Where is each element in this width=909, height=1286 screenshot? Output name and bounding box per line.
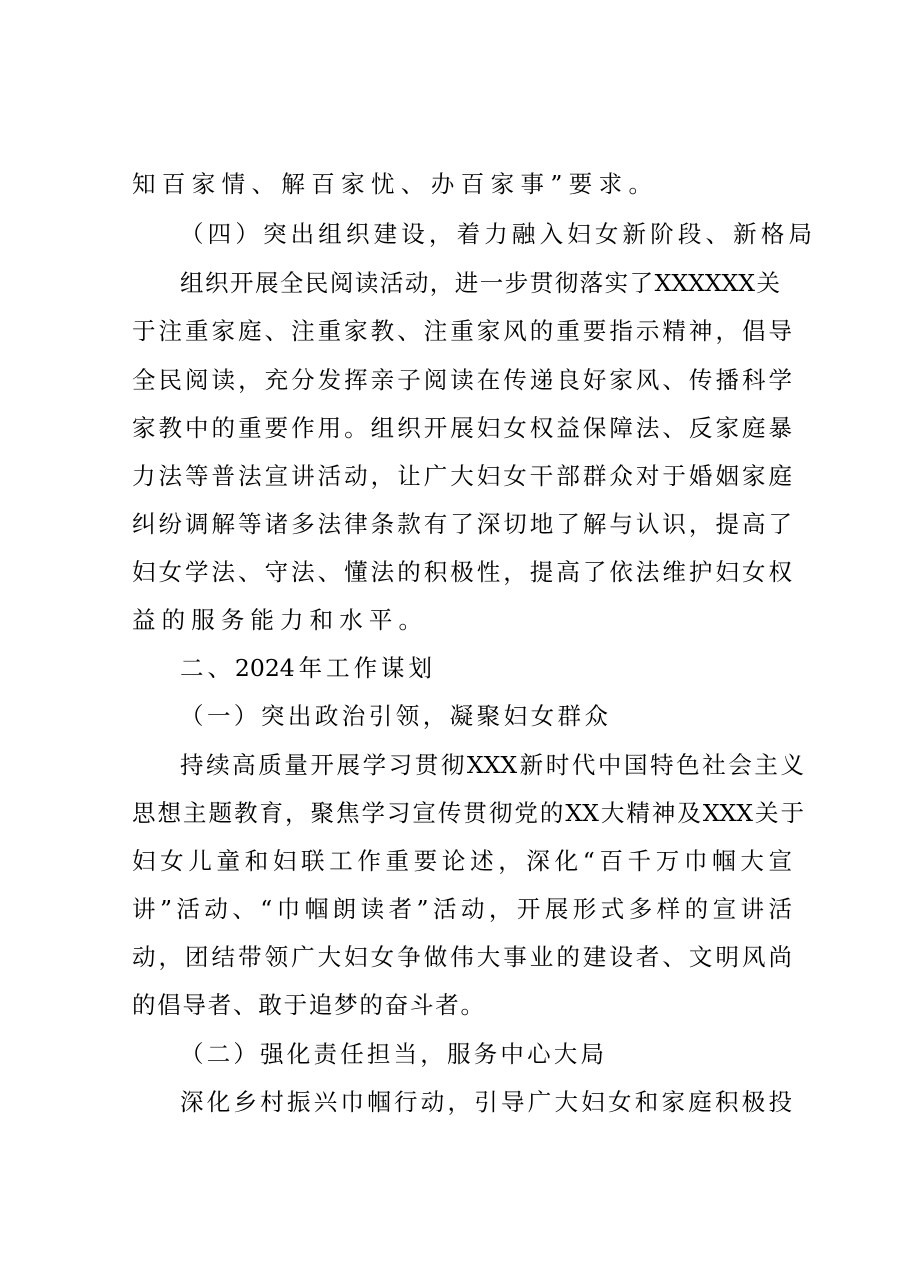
paragraph-line <box>0 408 909 448</box>
line-text: 持续高质量开展学习贯彻XXX新时代中国特色社会主义 <box>180 751 804 779</box>
line-text: 组织开展全民阅读活动，进一步贯彻落实了XXXXXX关 <box>180 269 780 297</box>
paragraph-line <box>0 841 909 881</box>
line-text: 思想主题教育，聚焦学习宣传贯彻党的XX大精神及XXX关于 <box>132 799 804 827</box>
paragraph-line <box>0 456 909 496</box>
line-text: 妇女儿童和妇联工作重要论述，深化“百千万巾帼大宣 <box>132 847 792 875</box>
line-text: 深化乡村振兴巾帼行动，引导广大妇女和家庭积极投 <box>180 1088 792 1116</box>
paragraph-line <box>0 600 909 640</box>
paragraph-line <box>0 793 909 833</box>
paragraph-line <box>0 263 909 303</box>
paragraph-line <box>0 552 909 592</box>
paragraph-line <box>0 504 909 544</box>
line-text: 二、2024年工作谋划 <box>180 654 432 682</box>
line-text: 家教中的重要作用。组织开展妇女权益保障法、反家庭暴 <box>132 414 792 442</box>
section-heading <box>0 696 909 736</box>
line-text: （四）突出组织建设，着力融入妇女新阶段、新格局 <box>180 220 812 248</box>
paragraph-line <box>0 311 909 351</box>
line-text: （二）强化责任担当，服务中心大局 <box>180 1040 604 1068</box>
section-heading <box>0 1034 909 1074</box>
line-text: （一）突出政治引领，凝聚妇女群众 <box>180 702 608 730</box>
paragraph-line <box>0 360 909 400</box>
line-text: 妇女学法、守法、懂法的积极性，提高了依法维护妇女权 <box>132 558 792 586</box>
paragraph-line <box>0 937 909 977</box>
paragraph-line <box>0 745 909 785</box>
line-text: 讲”活动、“巾帼朗读者”活动，开展形式多样的宣讲活 <box>132 895 792 923</box>
paragraph-line <box>0 1082 909 1122</box>
paragraph-line <box>0 889 909 929</box>
line-text: 力法等普法宣讲活动，让广大妇女干部群众对于婚姻家庭 <box>132 462 792 490</box>
line-text: 于注重家庭、注重家教、注重家风的重要指示精神，倡导 <box>132 317 792 345</box>
section-heading <box>0 214 909 254</box>
section-heading <box>0 648 909 688</box>
line-text: 动，团结带领广大妇女争做伟大事业的建设者、文明风尚 <box>132 943 792 971</box>
line-text: 全民阅读，充分发挥亲子阅读在传递良好家风、传播科学 <box>132 366 792 394</box>
line-text: 纠纷调解等诸多法律条款有了深切地了解与认识，提高了 <box>132 510 792 538</box>
line-text: 益的服务能力和水平。 <box>132 606 422 634</box>
paragraph-line <box>0 164 909 204</box>
line-text: 知百家情、解百家忧、办百家事”要求。 <box>132 170 652 198</box>
line-text: 的倡导者、敢于追梦的奋斗者。 <box>132 991 484 1019</box>
paragraph-line <box>0 985 909 1025</box>
